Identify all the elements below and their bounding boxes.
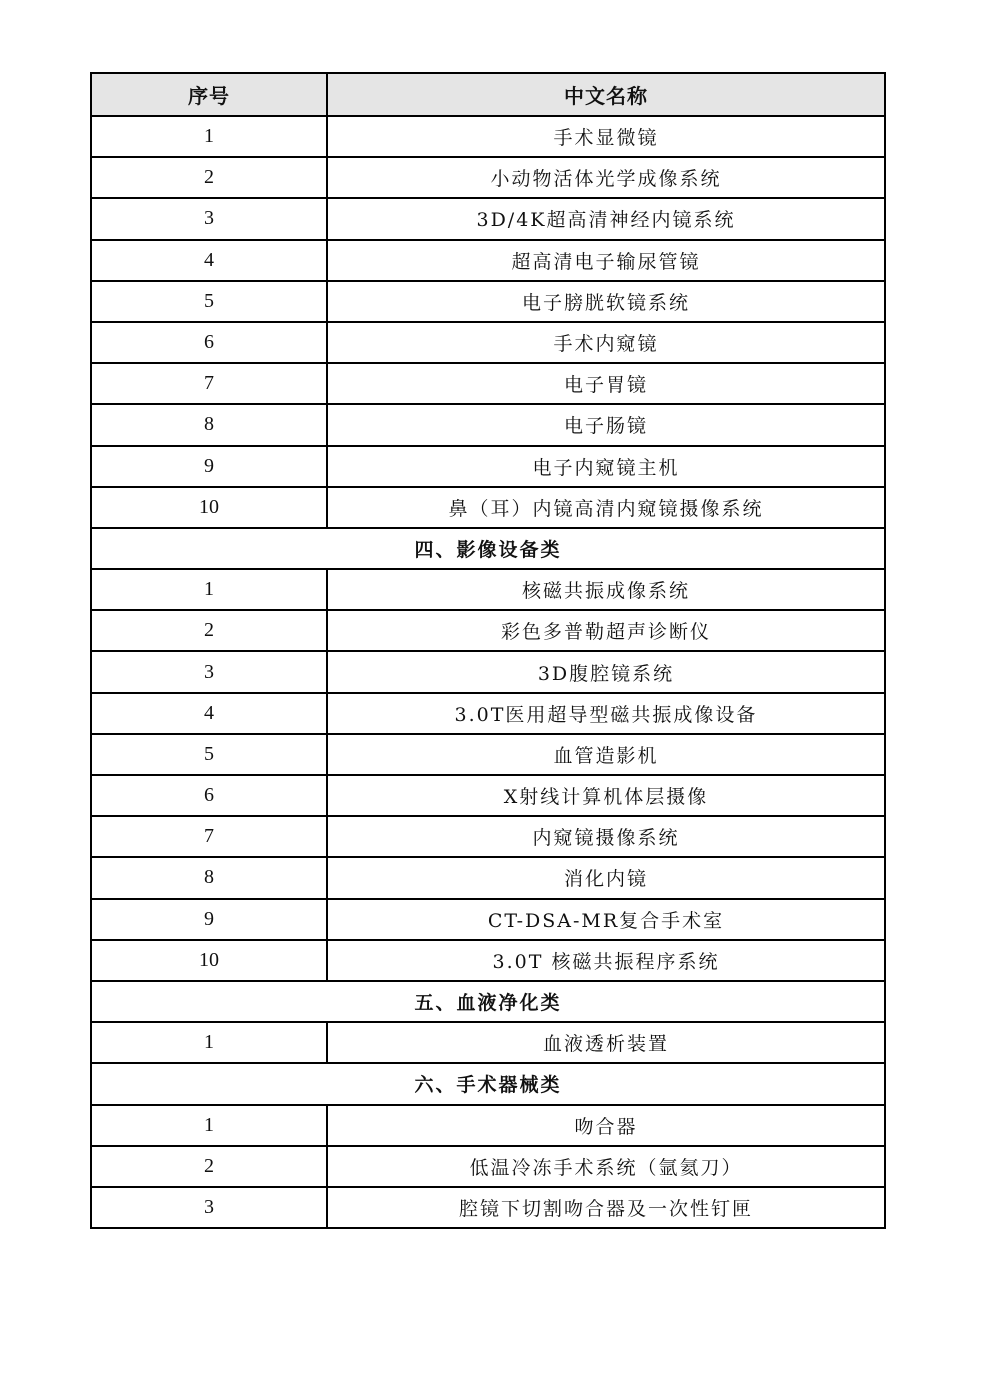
table-header-row xyxy=(91,73,885,116)
serial-number-cell: 8 xyxy=(91,404,327,445)
serial-number-cell: 6 xyxy=(91,775,327,816)
table-row xyxy=(91,940,885,981)
table-row xyxy=(91,1187,885,1228)
equipment-name-cell: 3.0T医用超导型磁共振成像设备 xyxy=(327,693,885,734)
serial-number-cell: 3 xyxy=(91,651,327,692)
equipment-name-cell: 内窥镜摄像系统 xyxy=(327,816,885,857)
equipment-table xyxy=(90,72,886,1229)
serial-number-cell: 1 xyxy=(91,569,327,610)
equipment-name-cell: 血管造影机 xyxy=(327,734,885,775)
serial-number-cell: 1 xyxy=(91,1105,327,1146)
equipment-name-cell: 手术内窥镜 xyxy=(327,322,885,363)
table-row xyxy=(91,487,885,528)
serial-number-cell: 5 xyxy=(91,281,327,322)
serial-number-cell: 10 xyxy=(91,940,327,981)
table-body xyxy=(91,116,885,1228)
serial-number-cell: 7 xyxy=(91,816,327,857)
equipment-name-cell: CT-DSA-MR复合手术室 xyxy=(327,899,885,940)
header-serial-number: 序号 xyxy=(91,73,327,116)
table-row xyxy=(91,569,885,610)
table-row xyxy=(91,775,885,816)
section-header-row xyxy=(91,981,885,1022)
table-row xyxy=(91,1105,885,1146)
serial-number-cell: 4 xyxy=(91,240,327,281)
serial-number-cell: 3 xyxy=(91,198,327,239)
equipment-name-cell: 小动物活体光学成像系统 xyxy=(327,157,885,198)
table-row xyxy=(91,899,885,940)
table-row xyxy=(91,610,885,651)
serial-number-cell: 4 xyxy=(91,693,327,734)
section-title: 四、影像设备类 xyxy=(91,528,885,569)
equipment-name-cell: 3.0T 核磁共振程序系统 xyxy=(327,940,885,981)
equipment-name-cell: 电子膀胱软镜系统 xyxy=(327,281,885,322)
equipment-name-cell: X射线计算机体层摄像 xyxy=(327,775,885,816)
serial-number-cell: 5 xyxy=(91,734,327,775)
table-row xyxy=(91,734,885,775)
table-row xyxy=(91,651,885,692)
equipment-name-cell: 核磁共振成像系统 xyxy=(327,569,885,610)
equipment-name-cell: 彩色多普勒超声诊断仪 xyxy=(327,610,885,651)
serial-number-cell: 2 xyxy=(91,610,327,651)
equipment-name-cell: 电子胃镜 xyxy=(327,363,885,404)
serial-number-cell: 10 xyxy=(91,487,327,528)
equipment-name-cell: 电子肠镜 xyxy=(327,404,885,445)
section-title: 六、手术器械类 xyxy=(91,1063,885,1104)
table-row xyxy=(91,281,885,322)
serial-number-cell: 2 xyxy=(91,157,327,198)
equipment-name-cell: 低温冷冻手术系统（氩氦刀） xyxy=(327,1146,885,1187)
serial-number-cell: 3 xyxy=(91,1187,327,1228)
section-header-row xyxy=(91,1063,885,1104)
equipment-name-cell: 消化内镜 xyxy=(327,857,885,898)
table-row xyxy=(91,1146,885,1187)
table-row xyxy=(91,693,885,734)
table-row xyxy=(91,446,885,487)
equipment-name-cell: 腔镜下切割吻合器及一次性钉匣 xyxy=(327,1187,885,1228)
table-row xyxy=(91,322,885,363)
table-row xyxy=(91,363,885,404)
equipment-name-cell: 超高清电子输尿管镜 xyxy=(327,240,885,281)
equipment-name-cell: 血液透析装置 xyxy=(327,1022,885,1063)
header-chinese-name: 中文名称 xyxy=(327,73,885,116)
table-row xyxy=(91,240,885,281)
serial-number-cell: 1 xyxy=(91,1022,327,1063)
section-header-row xyxy=(91,528,885,569)
table-row xyxy=(91,816,885,857)
table-row xyxy=(91,198,885,239)
table-row xyxy=(91,157,885,198)
equipment-name-cell: 手术显微镜 xyxy=(327,116,885,157)
serial-number-cell: 9 xyxy=(91,446,327,487)
serial-number-cell: 6 xyxy=(91,322,327,363)
serial-number-cell: 1 xyxy=(91,116,327,157)
equipment-name-cell: 3D/4K超高清神经内镜系统 xyxy=(327,198,885,239)
serial-number-cell: 9 xyxy=(91,899,327,940)
equipment-name-cell: 吻合器 xyxy=(327,1105,885,1146)
table-row xyxy=(91,404,885,445)
serial-number-cell: 7 xyxy=(91,363,327,404)
table-row xyxy=(91,116,885,157)
equipment-name-cell: 3D腹腔镜系统 xyxy=(327,651,885,692)
serial-number-cell: 8 xyxy=(91,857,327,898)
equipment-name-cell: 电子内窥镜主机 xyxy=(327,446,885,487)
table-row xyxy=(91,1022,885,1063)
equipment-name-cell: 鼻（耳）内镜高清内窥镜摄像系统 xyxy=(327,487,885,528)
table-row xyxy=(91,857,885,898)
section-title: 五、血液净化类 xyxy=(91,981,885,1022)
serial-number-cell: 2 xyxy=(91,1146,327,1187)
